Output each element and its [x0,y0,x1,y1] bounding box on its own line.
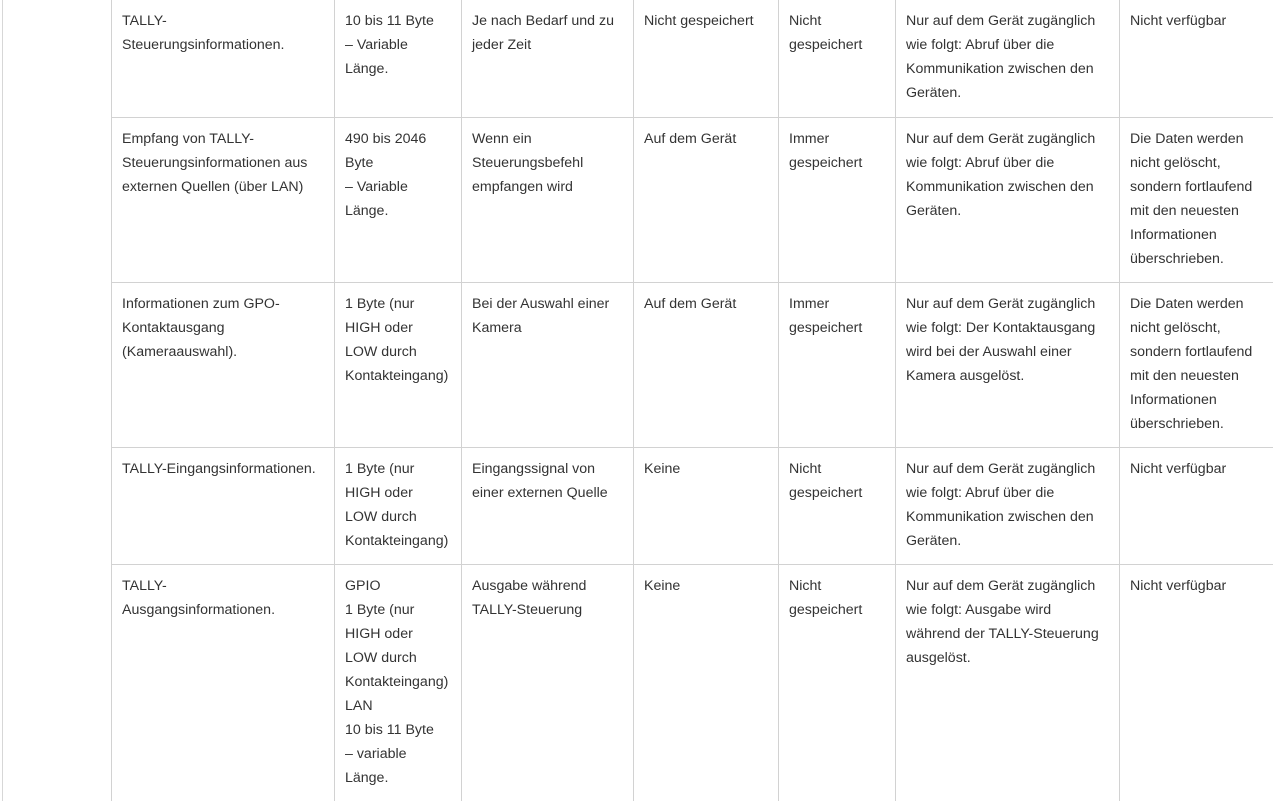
cell-text: Auf dem Gerät [644,295,737,312]
table-cell [779,0,896,117]
table-cell [1120,282,1274,447]
cell-text: 10 bis 11 Byte – Variable Länge. [345,13,434,77]
table-cell [462,564,634,801]
table-cell [112,0,335,117]
table-cell [335,447,462,564]
table-cell [335,117,462,282]
table-cell [1120,0,1274,117]
table-cell [634,117,779,282]
table-cell [896,282,1120,447]
table-cell [896,447,1120,564]
table-cell [779,282,896,447]
cell-text: Nur auf dem Gerät zugänglich wie folgt: Ausgabe wird während der TALLY-Steuerung ausgelöst. [906,577,1099,666]
cell-text: TALLY- Ausgangsinformationen. [122,577,276,618]
table-cell [1120,117,1274,282]
cell-text: Nicht verfügbar [1130,577,1227,594]
table-cell [462,0,634,117]
table-cell [335,564,462,801]
table-cell [779,564,896,801]
cell-text: TALLY- Steuerungsinformationen. [122,13,285,53]
table-cell [634,0,779,117]
table-cell [112,117,335,282]
cell-text: GPIO 1 Byte (nur HIGH oder LOW durch Kontakteingang) LAN 10 bis 11 Byte – variable Länge. [345,577,449,786]
data-table-container [111,0,1273,801]
cell-text: Die Daten werden nicht gelöscht, sondern fortlaufend mit den neuesten Informationen überschrieben. [1130,295,1253,432]
cell-text: Nur auf dem Gerät zugänglich wie folgt: Abruf über die Kommunikation zwischen den Geräten. [906,460,1096,549]
cell-text: Nur auf dem Gerät zugänglich wie folgt: Abruf über die Kommunikation zwischen den Geräten. [906,130,1096,219]
cell-text: Nur auf dem Gerät zugänglich wie folgt: Abruf über die Kommunikation zwischen den Geräten. [906,13,1096,101]
table-row [112,117,1274,282]
cell-text: Je nach Bedarf und zu jeder Zeit [472,13,614,53]
cell-text: Nicht gespeichert [789,460,863,501]
table-row [112,447,1274,564]
cell-text: Informationen zum GPO- Kontaktausgang (Kameraauswahl). [122,295,280,360]
cell-text: Immer gespeichert [789,295,863,336]
cell-text: Nicht verfügbar [1130,13,1227,29]
cell-text: Nicht gespeichert [789,13,863,53]
table-cell [779,447,896,564]
table-cell [335,0,462,117]
table-cell [462,282,634,447]
cell-text: 1 Byte (nur HIGH oder LOW durch Kontakteingang) [345,295,449,384]
cell-text: Immer gespeichert [789,130,863,171]
table-cell [896,0,1120,117]
table-row [112,564,1274,801]
cell-text: Nicht gespeichert [789,577,863,618]
cell-text: Nicht verfügbar [1130,460,1227,477]
table-cell [1120,564,1274,801]
table-cell [112,447,335,564]
table-row [112,282,1274,447]
table-cell [634,282,779,447]
table-cell [634,447,779,564]
cell-text: Nur auf dem Gerät zugänglich wie folgt: Der Kontaktausgang wird bei der Auswahl einer Kamera ausgelöst. [906,295,1096,384]
table-cell [779,117,896,282]
cell-text: Empfang von TALLY- Steuerungsinformationen aus externen Quellen (über LAN) [122,130,308,195]
cell-text: Keine [644,460,681,477]
cell-text: TALLY-Eingangsinformationen. [122,460,316,477]
table-cell [896,564,1120,801]
table-cell [896,117,1120,282]
cell-text: Bei der Auswahl einer Kamera [472,295,610,336]
table-cell [335,282,462,447]
cell-text: Auf dem Gerät [644,130,737,147]
cell-text: Eingangssignal von einer externen Quelle [472,460,608,501]
table-cell [634,564,779,801]
cell-text: Die Daten werden nicht gelöscht, sondern fortlaufend mit den neuesten Informationen überschrieben. [1130,130,1253,267]
cell-text: 490 bis 2046 Byte – Variable Länge. [345,130,427,219]
cell-text: Nicht gespeichert [644,13,754,29]
table-row [112,0,1274,117]
cell-text: Ausgabe während TALLY-Steuerung [472,577,587,618]
table-cell [112,282,335,447]
cell-text: Keine [644,577,681,594]
data-table [111,0,1273,801]
page-left-border [2,0,3,801]
table-cell [1120,447,1274,564]
table-cell [462,447,634,564]
cell-text: Wenn ein Steuerungsbefehl empfangen wird [472,130,584,195]
table-cell [462,117,634,282]
cell-text: 1 Byte (nur HIGH oder LOW durch Kontakteingang) [345,460,449,549]
table-cell [112,564,335,801]
